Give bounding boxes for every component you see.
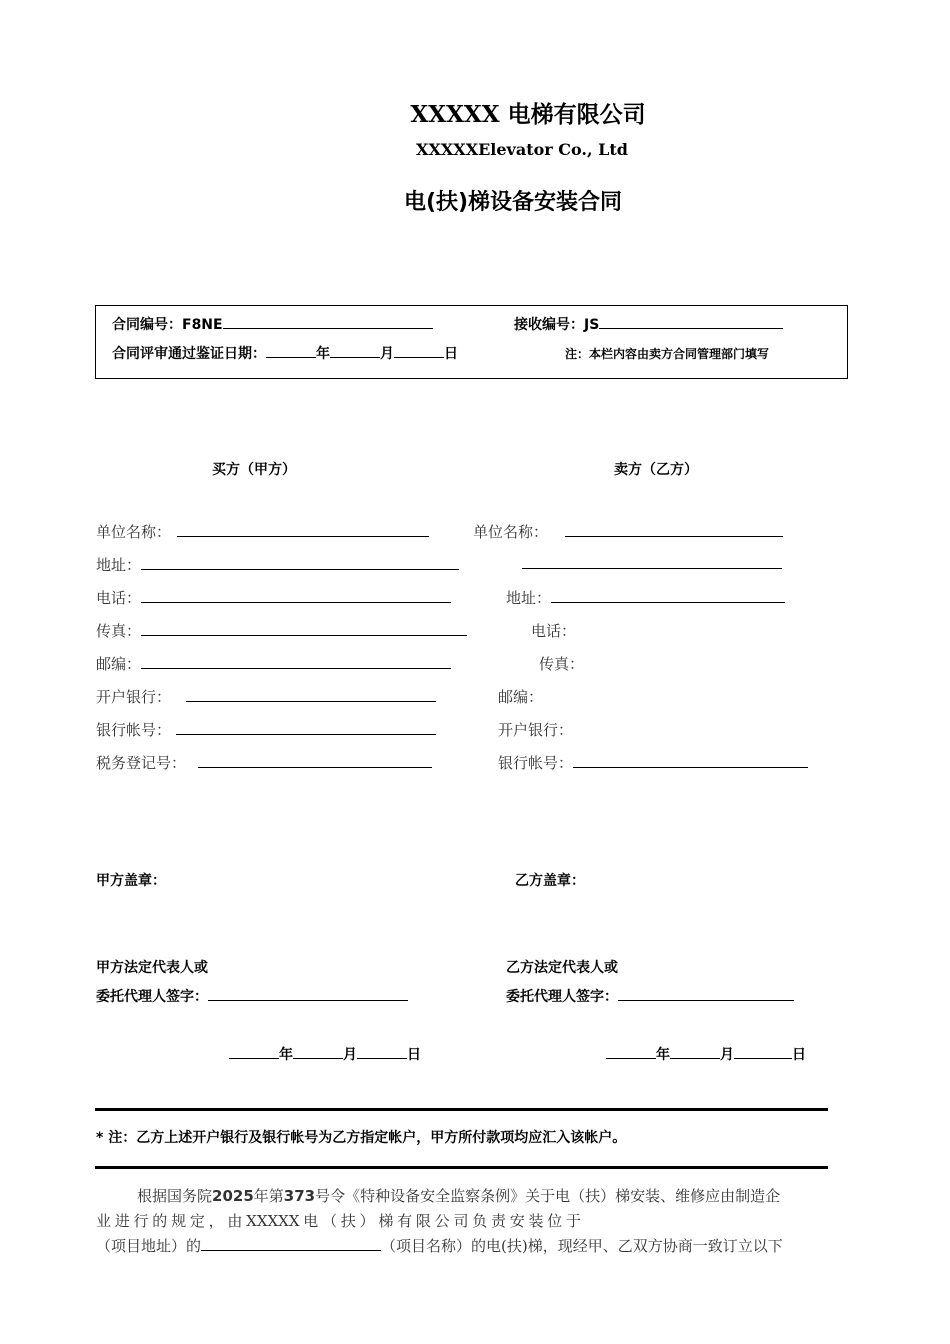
seller-field-phone (531, 620, 576, 641)
seller-field-company-line2 (522, 554, 782, 573)
seller-company-label: 单位名称： (473, 523, 549, 541)
buyer-sign-date (229, 1044, 421, 1064)
seller-address-label: 地址： (506, 589, 552, 607)
seller-field-bank (498, 719, 573, 740)
seller-sign-date (606, 1044, 806, 1064)
buyer-field-fax (96, 620, 467, 641)
review-year-field[interactable] (266, 343, 316, 358)
buyer-address-label: 地址： (96, 556, 142, 574)
contract-number-field[interactable] (223, 314, 433, 329)
buyer-rep-line1: 甲方法定代表人或 (96, 960, 208, 976)
buyer-field-tax (96, 752, 432, 773)
seller-account-label: 银行帐号： (498, 754, 574, 772)
seller-fax-label: 传真： (539, 655, 585, 673)
buyer-day-field[interactable] (357, 1044, 407, 1059)
buyer-postcode-label: 邮编： (96, 655, 142, 673)
buyer-fax-label: 传真： (96, 622, 142, 640)
project-address-field[interactable] (201, 1236, 381, 1251)
body-text-segment: 年第 (253, 1187, 284, 1205)
seller-account-input[interactable] (573, 753, 808, 768)
buyer-postcode-input[interactable] (141, 654, 451, 669)
buyer-field-account (96, 719, 436, 740)
body-line-2: 业 进 行 的 规 定 ， 由 XXXXX 电 （ 扶 ） 梯 有 限 公 司 负 责 安 装 位 于 (96, 1212, 582, 1230)
day-label: 日 (444, 346, 458, 362)
body-text-segment: （项目名称）的电(扶)梯，现经甲、乙双方协商一致订立以下 (381, 1237, 783, 1255)
day-label: 日 (792, 1047, 806, 1063)
receive-number-field[interactable] (599, 314, 783, 329)
buyer-bank-input[interactable] (186, 687, 436, 702)
buyer-year-field[interactable] (229, 1044, 279, 1059)
divider-bottom (95, 1166, 828, 1169)
body-text-segment: 号令《特种设备安全监察条例》关于电（扶）梯安装、维修应由制造企 (315, 1187, 781, 1205)
info-box-note: 注：本栏内容由卖方合同管理部门填写 (565, 347, 770, 361)
seller-field-address (506, 587, 785, 608)
buyer-heading: 买方（甲方） (212, 462, 296, 478)
buyer-bank-label: 开户银行： (96, 688, 172, 706)
contract-number-row (112, 314, 433, 334)
year-label: 年 (316, 346, 330, 362)
buyer-account-label: 银行帐号： (96, 721, 172, 739)
seller-company-input[interactable] (565, 522, 783, 537)
buyer-rep-signature-row (96, 986, 408, 1006)
seller-field-postcode (498, 686, 543, 707)
buyer-fax-input[interactable] (141, 621, 467, 636)
seller-address-input[interactable] (551, 588, 785, 603)
month-label: 月 (343, 1047, 357, 1063)
buyer-address-input[interactable] (141, 555, 459, 570)
body-line-1 (137, 1185, 780, 1206)
year-label: 年 (279, 1047, 293, 1063)
seller-month-field[interactable] (670, 1044, 720, 1059)
receive-number-label: 接收编号：JS (514, 317, 600, 333)
review-month-field[interactable] (330, 343, 380, 358)
seller-postcode-label: 邮编： (498, 688, 544, 706)
body-text-segment: （项目地址）的 (96, 1237, 202, 1255)
buyer-month-field[interactable] (293, 1044, 343, 1059)
buyer-account-input[interactable] (176, 720, 436, 735)
seller-seal-label: 乙方盖章： (515, 873, 585, 889)
account-note: * 注：乙方上述开户银行及银行帐号为乙方指定帐户，甲方所付款项均应汇入该帐户。 (96, 1130, 627, 1146)
seller-year-field[interactable] (606, 1044, 656, 1059)
buyer-company-input[interactable] (177, 522, 429, 537)
buyer-seal-label: 甲方盖章： (96, 873, 166, 889)
seller-signature-field[interactable] (618, 986, 794, 1001)
buyer-company-label: 单位名称： (96, 523, 172, 541)
seller-field-fax (539, 653, 584, 674)
company-name-en: XXXXXElevator Co., Ltd (416, 140, 628, 159)
buyer-signature-field[interactable] (208, 986, 408, 1001)
seller-rep-line1: 乙方法定代表人或 (506, 960, 618, 976)
year-label: 年 (656, 1047, 670, 1063)
buyer-phone-input[interactable] (141, 588, 451, 603)
buyer-tax-label: 税务登记号： (96, 754, 187, 772)
month-label: 月 (380, 346, 394, 362)
buyer-field-phone (96, 587, 451, 608)
body-text-segment: 根据国务院 (137, 1187, 213, 1205)
buyer-field-postcode (96, 653, 451, 674)
seller-heading: 卖方（乙方） (614, 462, 698, 478)
buyer-phone-label: 电话： (96, 589, 142, 607)
seller-bank-label: 开户银行： (498, 721, 574, 739)
receive-number-row (514, 314, 783, 334)
contract-title: 电(扶)梯设备安装合同 (403, 190, 623, 215)
day-label: 日 (407, 1047, 421, 1063)
buyer-rep-label: 委托代理人签字： (96, 989, 208, 1005)
body-decree-number: 373 (283, 1187, 316, 1205)
buyer-field-address (96, 554, 459, 575)
seller-company-input-line2[interactable] (522, 554, 782, 569)
review-day-field[interactable] (394, 343, 444, 358)
review-date-row (112, 343, 458, 363)
contract-number-label: 合同编号：F8NE (112, 317, 223, 333)
month-label: 月 (720, 1047, 734, 1063)
divider-top (95, 1108, 828, 1111)
company-name-cn: XXXXX 电梯有限公司 (410, 101, 646, 128)
seller-day-field[interactable] (734, 1044, 792, 1059)
buyer-field-bank (96, 686, 436, 707)
body-year: 2025 (212, 1187, 254, 1205)
seller-field-company (473, 521, 783, 542)
seller-field-account (498, 752, 808, 773)
seller-phone-label: 电话： (531, 622, 577, 640)
body-line-3 (96, 1235, 783, 1256)
review-date-label: 合同评审通过鉴证日期： (112, 346, 266, 362)
buyer-tax-input[interactable] (198, 753, 432, 768)
buyer-field-company (96, 521, 429, 542)
seller-rep-label: 委托代理人签字： (506, 989, 618, 1005)
seller-rep-signature-row (506, 986, 794, 1006)
